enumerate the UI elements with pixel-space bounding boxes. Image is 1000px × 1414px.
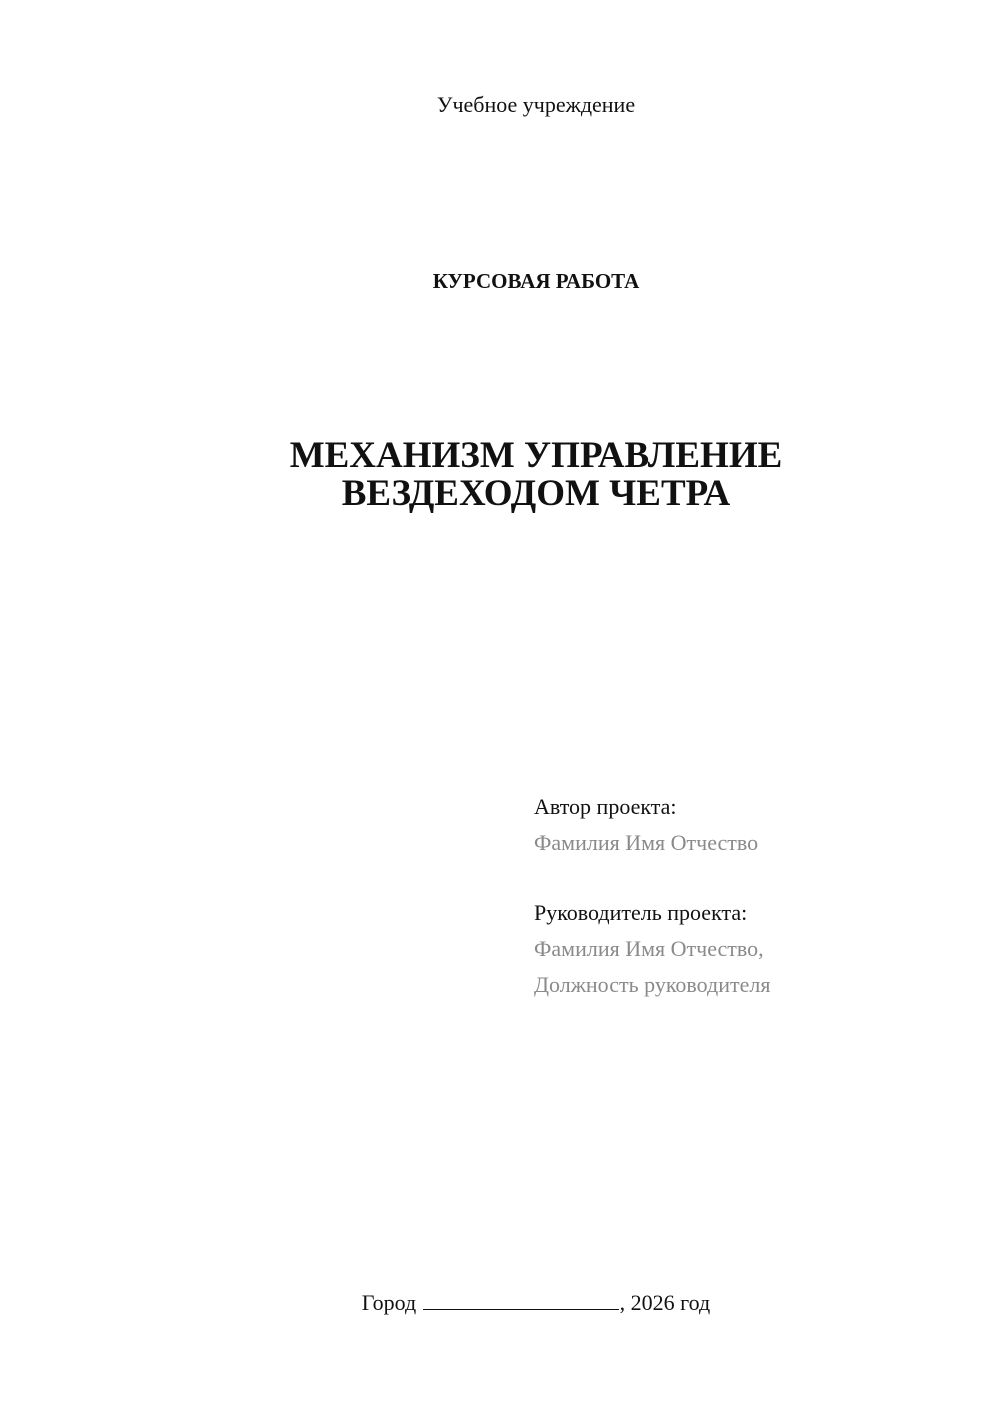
author-label: Автор проекта: xyxy=(534,794,677,819)
supervisor-position: Должность руководителя xyxy=(534,972,771,997)
project-info-block xyxy=(534,789,770,1003)
work-type-heading: КУРСОВАЯ РАБОТА xyxy=(432,269,640,293)
info-spacer xyxy=(534,861,770,895)
footer-city-year xyxy=(0,1290,1000,1316)
supervisor-label: Руководитель проекта: xyxy=(534,900,748,925)
city-label: Город xyxy=(361,1290,417,1315)
year-text: , 2026 год xyxy=(619,1290,711,1315)
institution-name: Учебное учреждение xyxy=(436,92,636,117)
document-title-line-2: ВЕЗДЕХОДОМ ЧЕТРА xyxy=(341,473,731,514)
supervisor-name: Фамилия Имя Отчество, xyxy=(534,936,764,961)
city-blank-line xyxy=(423,1291,619,1310)
author-name: Фамилия Имя Отчество xyxy=(534,830,759,855)
document-title-line-1: МЕХАНИЗМ УПРАВЛЕНИЕ xyxy=(289,435,783,476)
document-title xyxy=(0,437,1000,513)
